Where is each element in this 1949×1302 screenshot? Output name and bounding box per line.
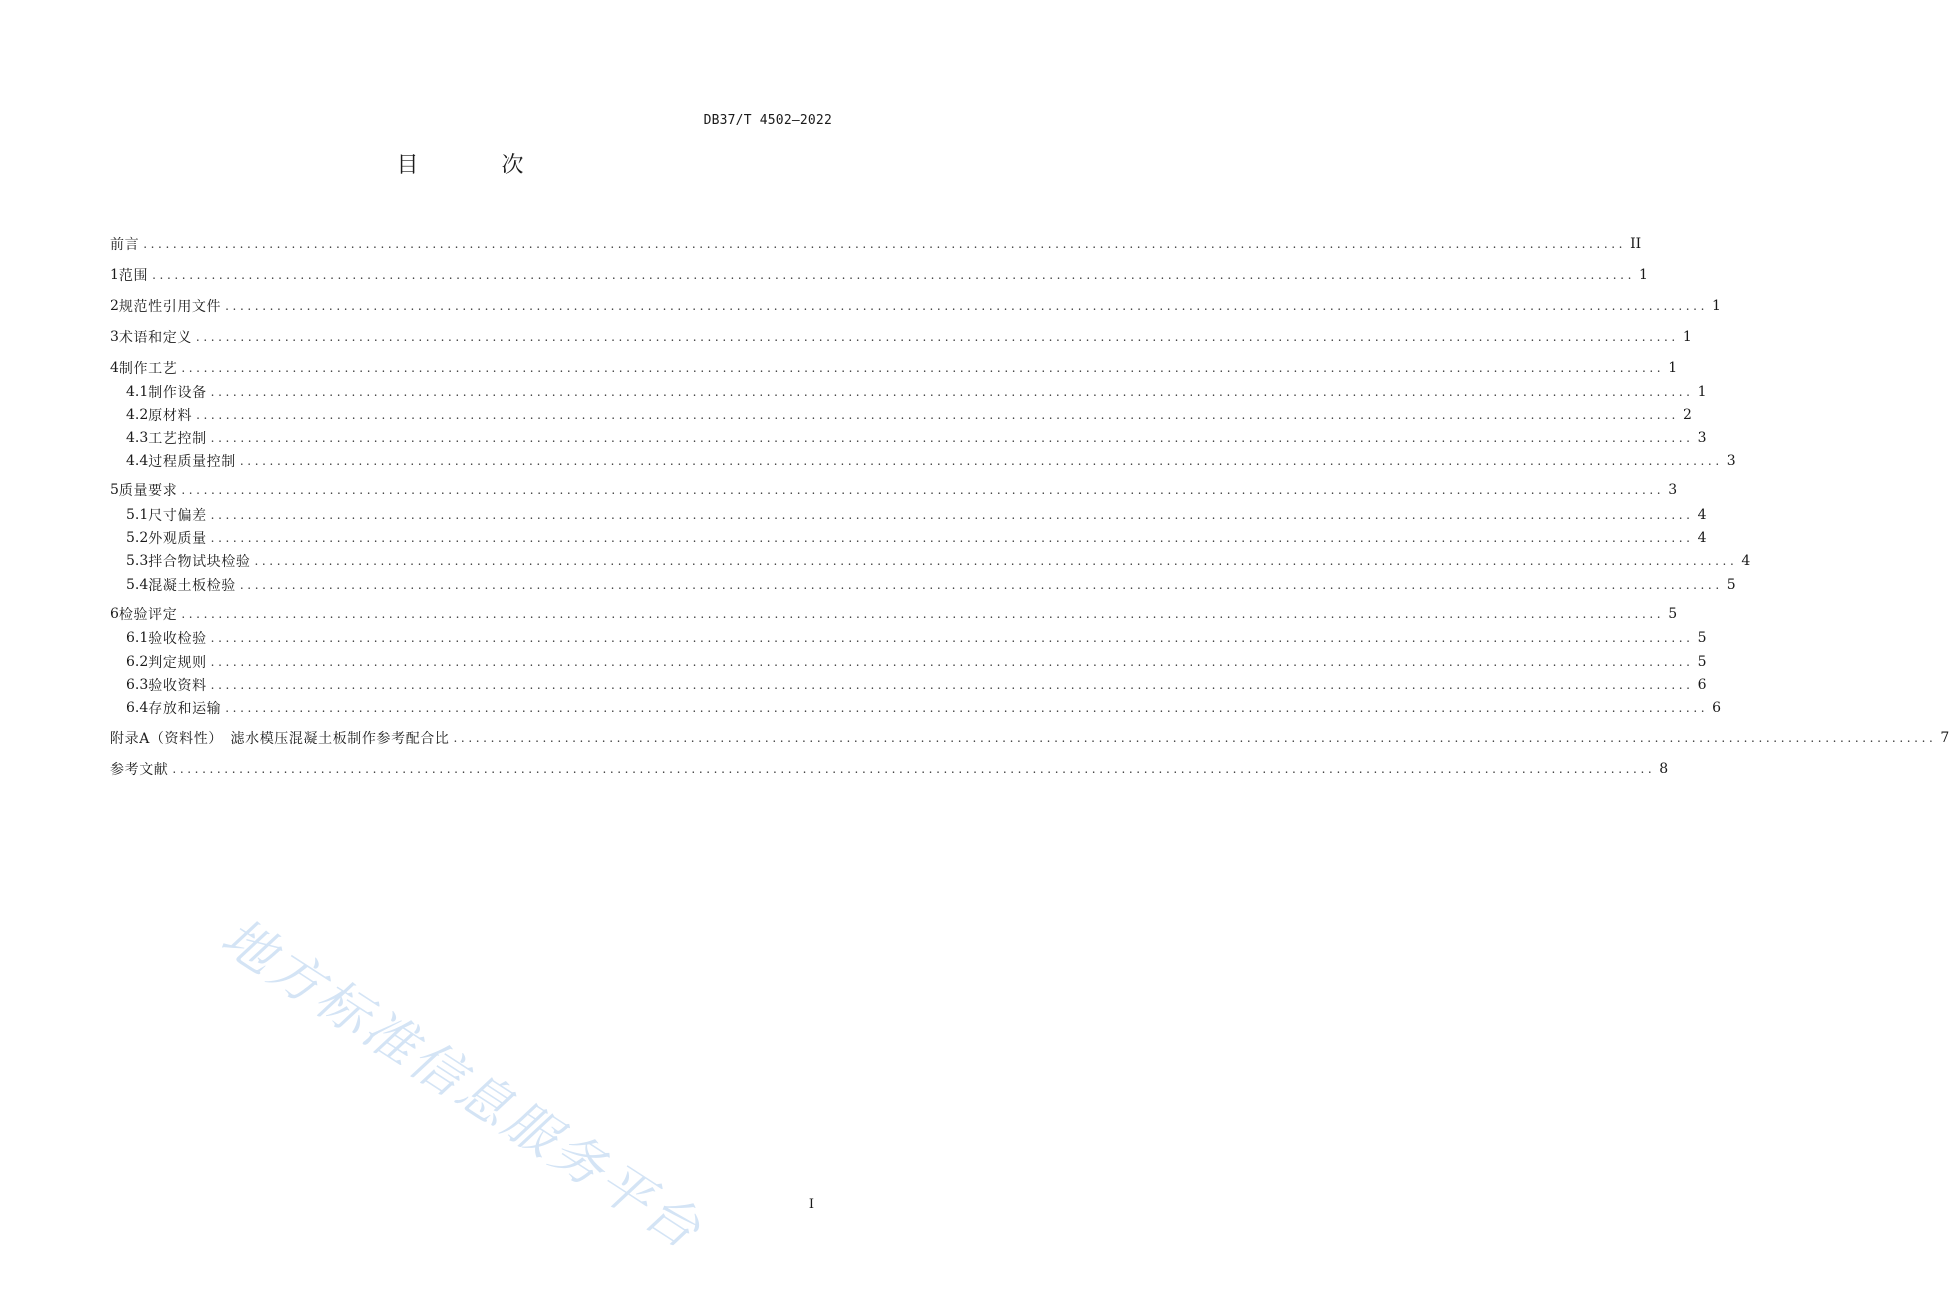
- toc-title: 目 次: [396, 153, 562, 178]
- dot-leader: ........................................................................................................................................................................................................: [210, 678, 1694, 692]
- toc-entry-label: 验收资料: [148, 678, 207, 694]
- toc-entry-label: 范围: [118, 268, 149, 284]
- toc-entry-page: 3: [1697, 430, 1707, 446]
- dot-leader: ........................................................................................................................................................................................................: [172, 762, 1656, 776]
- toc-entry-number: 2: [110, 298, 119, 314]
- toc-entry-4-2[interactable]: [110, 405, 1692, 425]
- toc-entry-number: 6.1: [126, 630, 149, 646]
- page-number: I: [808, 1197, 814, 1212]
- toc-entry-page: 3: [1726, 453, 1736, 469]
- toc-entry-label: 参考文献: [110, 762, 169, 778]
- dot-leader: ........................................................................................................................................................................................................: [196, 408, 1679, 422]
- dot-leader: ........................................................................................................................................................................................................: [210, 631, 1694, 645]
- dot-leader: ........................................................................................................................................................................................................: [210, 531, 1694, 545]
- dot-leader: ........................................................................................................................................................................................................: [210, 431, 1694, 445]
- dot-leader: ........................................................................................................................................................................................................: [254, 554, 1738, 568]
- toc-entry-label: 规范性引用文件: [118, 299, 222, 315]
- toc-entry-appendix-a[interactable]: [110, 728, 1949, 748]
- toc-entry-number: 5.4: [126, 577, 149, 593]
- toc-entry-2[interactable]: [110, 296, 1721, 316]
- toc-entry-page: 1: [1682, 329, 1692, 345]
- toc-entry-page: 5: [1697, 630, 1707, 646]
- toc-entry-page: 1: [1668, 360, 1678, 376]
- dot-leader: ........................................................................................................................................................................................................: [453, 731, 1937, 745]
- toc-entry-label: 术语和定义: [118, 330, 192, 346]
- toc-entry-page: 4: [1697, 507, 1707, 523]
- dot-leader: ........................................................................................................................................................................................................: [210, 655, 1694, 669]
- toc-entry-label: 过程质量控制: [148, 454, 236, 470]
- toc-entry-4-1[interactable]: [110, 382, 1707, 402]
- toc-entry-3[interactable]: [110, 327, 1692, 347]
- toc-entry-number: 5: [110, 482, 119, 498]
- toc-entry-page: 2: [1682, 407, 1692, 423]
- toc-entry-5[interactable]: [110, 480, 1678, 500]
- toc-entry-number: 4.2: [126, 407, 149, 423]
- toc-entry-page: 3: [1668, 482, 1678, 498]
- toc-entry-references[interactable]: [110, 759, 1669, 779]
- toc-entry-4-4[interactable]: [110, 451, 1736, 471]
- dot-leader: ........................................................................................................................................................................................................: [210, 508, 1694, 522]
- toc-entry-page: 5: [1668, 606, 1678, 622]
- toc-entry-label: 制作工艺: [118, 361, 178, 377]
- toc-entry-foreword[interactable]: [110, 234, 1642, 254]
- toc-entry-page: II: [1630, 236, 1642, 252]
- toc-entry-label: 质量要求: [118, 483, 178, 499]
- toc-entry-number: 6.4: [126, 700, 149, 716]
- dot-leader: ........................................................................................................................................................................................................: [225, 701, 1709, 715]
- toc-entry-number: 5.1: [126, 507, 149, 523]
- toc-entry-page: 1: [1639, 267, 1648, 283]
- toc-entry-5-3[interactable]: [110, 551, 1751, 571]
- toc-entry-6[interactable]: [110, 604, 1678, 624]
- toc-entry-6-4[interactable]: [110, 698, 1722, 718]
- toc-entry-number: 5.2: [126, 530, 149, 546]
- document-code: DB37/T 4502—2022: [703, 113, 832, 128]
- toc-entry-page: 8: [1659, 761, 1669, 777]
- toc-entry-label: 验收检验: [148, 631, 207, 647]
- toc-entry-page: 1: [1712, 298, 1721, 314]
- toc-entry-number: 6: [110, 606, 119, 622]
- toc-entry-number: 4.1: [126, 384, 149, 400]
- toc-entry-6-2[interactable]: [110, 652, 1707, 672]
- toc-entry-number: 1: [110, 267, 119, 283]
- toc-entry-label: 前言: [110, 237, 140, 253]
- toc-entry-page: 6: [1712, 700, 1722, 716]
- toc-entry-label: 混凝土板检验: [148, 578, 236, 594]
- toc-entry-page: 1: [1697, 384, 1707, 400]
- toc-entry-6-3[interactable]: [110, 675, 1707, 695]
- toc-entry-label: 尺寸偏差: [148, 508, 207, 524]
- dot-leader: ........................................................................................................................................................................................................: [195, 330, 1679, 344]
- toc-entry-number: 4.4: [126, 453, 149, 469]
- toc-entry-label: 附录A（资料性） 滤水模压混凝土板制作参考配合比: [110, 731, 450, 747]
- toc-entry-4[interactable]: [110, 358, 1678, 378]
- toc-entry-page: 5: [1726, 577, 1736, 593]
- toc-entry-number: 3: [110, 329, 119, 345]
- toc-entry-number: 6.3: [126, 677, 149, 693]
- dot-leader: ........................................................................................................................................................................................................: [181, 483, 1665, 497]
- dot-leader: ........................................................................................................................................................................................................: [239, 454, 1723, 468]
- dot-leader: ........................................................................................................................................................................................................: [210, 385, 1694, 399]
- toc-entry-page: 5: [1697, 654, 1707, 670]
- toc-entry-label: 拌合物试块检验: [148, 554, 251, 570]
- dot-leader: ........................................................................................................................................................................................................: [181, 361, 1665, 375]
- toc-entry-5-1[interactable]: [110, 505, 1707, 525]
- toc-entry-number: 6.2: [126, 654, 149, 670]
- toc-entry-page: 6: [1697, 677, 1707, 693]
- toc-entry-1[interactable]: [110, 265, 1648, 285]
- toc-entry-label: 判定规则: [148, 655, 207, 671]
- dot-leader: ........................................................................................................................................................................................................: [152, 268, 1636, 282]
- watermark: 地方标准信息服务平台: [210, 906, 714, 1263]
- toc-entry-label: 制作设备: [148, 385, 207, 401]
- dot-leader: ........................................................................................................................................................................................................: [239, 578, 1723, 592]
- toc-entry-label: 外观质量: [148, 531, 207, 547]
- dot-leader: ........................................................................................................................................................................................................: [225, 299, 1709, 313]
- toc-entry-label: 原材料: [148, 408, 193, 424]
- toc-entry-5-2[interactable]: [110, 528, 1707, 548]
- toc-entry-label: 工艺控制: [148, 431, 207, 447]
- dot-leader: ........................................................................................................................................................................................................: [181, 607, 1665, 621]
- toc-entry-number: 4: [110, 360, 119, 376]
- toc-entry-label: 检验评定: [118, 607, 178, 623]
- dot-leader: ........................................................................................................................................................................................................: [143, 237, 1627, 251]
- toc-entry-label: 存放和运输: [148, 701, 222, 717]
- toc-entry-page: 4: [1697, 530, 1707, 546]
- toc-entry-5-4[interactable]: [110, 575, 1736, 595]
- toc-entry-number: 4.3: [126, 430, 149, 446]
- toc-entry-6-1[interactable]: [110, 628, 1707, 648]
- toc-entry-page: 4: [1741, 553, 1751, 569]
- toc-entry-number: 5.3: [126, 553, 149, 569]
- toc-entry-page: 7: [1940, 730, 1949, 746]
- toc-entry-4-3[interactable]: [110, 428, 1707, 448]
